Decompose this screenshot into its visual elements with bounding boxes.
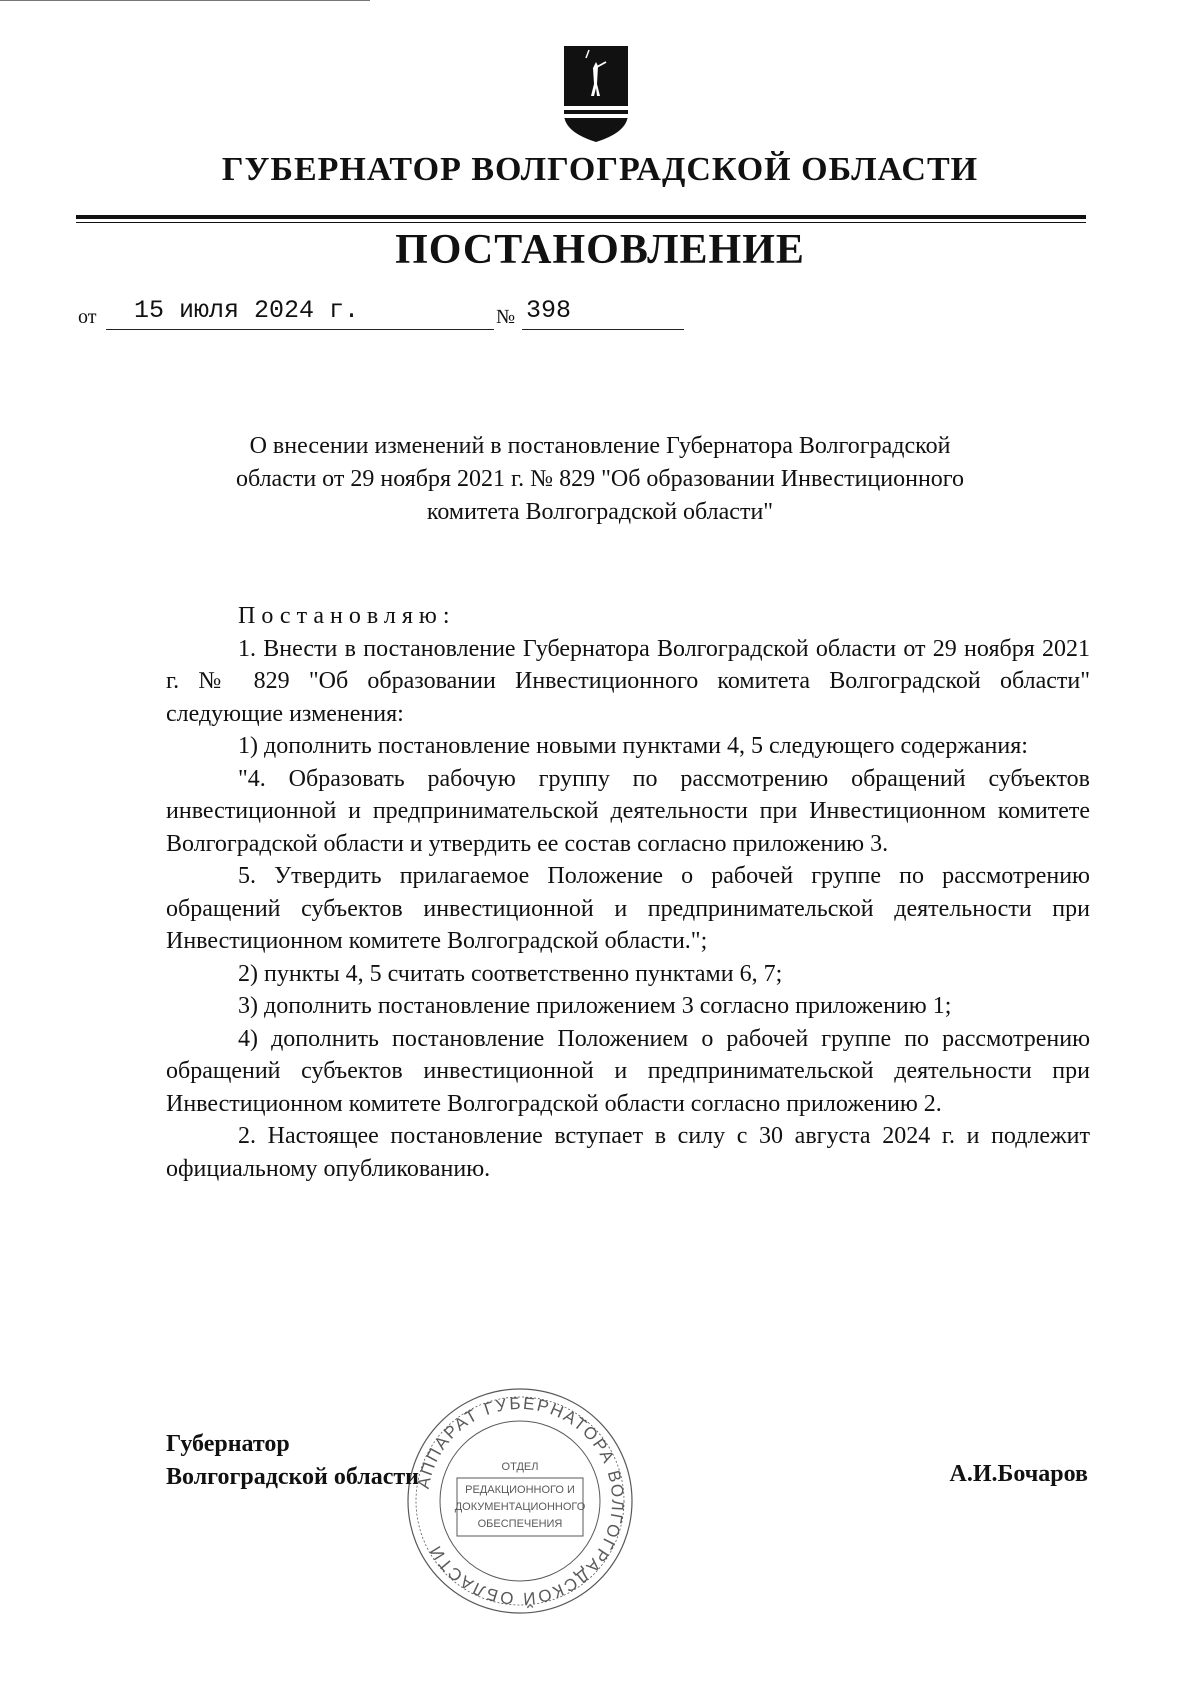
paragraph: 1. Внести в постановление Губернатора Волгоградской области от 29 ноября 2021 г. № 829 "Об образовании Инвестиционного комитета Волгоградской области" следующие изменения: [166, 635, 1090, 727]
number-underline [522, 329, 684, 330]
paragraph: "4. Образовать рабочую группу по рассмотрению обращений субъектов инвестиционной и предпринимательской деятельности при Инвестиционном комитете Волгоградской области и утвердить ее состав согласно приложению 3. [166, 765, 1090, 857]
paragraph: 5. Утвердить прилагаемое Положение о рабочей группе по рассмотрению обращений субъектов инвестиционной и предпринимательской деятельности при Инвестиционном комитете Волгоградской области."; [166, 863, 1090, 954]
official-seal-stamp [405, 1386, 635, 1616]
seal-inner-line: ОТДЕЛ [501, 1461, 539, 1473]
issuer-title: ГУБЕРНАТОР ВОЛГОГРАДСКОЙ ОБЛАСТИ [221, 151, 979, 188]
number-label: № [496, 306, 516, 328]
seal-outer-text: АППАРАТ ГУБЕРНАТОРА ВОЛГОГРАДСКОЙ ОБЛАСТИ [413, 1393, 628, 1609]
volgograd-coat-of-arms-icon [562, 44, 630, 144]
paragraph: 1) дополнить постановление новыми пунктами 4, 5 следующего содержания: [238, 733, 1028, 759]
header-rule-thick [76, 215, 1086, 219]
document-type-title: ПОСТАНОВЛЕНИЕ [395, 227, 805, 273]
signatory-title [166, 1428, 419, 1494]
paragraph: 2) пункты 4, 5 считать соответственно пунктами 6, 7; [238, 960, 783, 987]
paragraph: 3) дополнить постановление приложением 3 согласно приложению 1; [238, 993, 952, 1019]
signatory-title-line: Волгоградской области [166, 1464, 419, 1490]
header-rule-thin [76, 222, 1086, 223]
paragraph: 4) дополнить постановление Положением о рабочей группе по рассмотрению обращений субъектов инвестиционной и предпринимательской деятельности при Инвестиционном комитете Волгоградской области согласно приложению 2. [166, 1025, 1090, 1117]
seal-inner-line: РЕДАКЦИОННОГО И [465, 1484, 575, 1496]
document-body [166, 600, 1090, 1185]
decree-word: Постановляю: [238, 603, 456, 629]
subject-line: О внесении изменений в постановление Губернатора Волгоградской [249, 433, 951, 459]
document-meta [78, 296, 698, 332]
signatory-title-line: Губернатор [166, 1431, 290, 1457]
date-underline [106, 329, 494, 330]
signatory-name: А.И.Бочаров [949, 1461, 1088, 1487]
date-label: от [78, 306, 97, 328]
scan-top-edge-line [0, 0, 370, 1]
seal-inner-line: ДОКУМЕНТАЦИОННОГО [454, 1501, 586, 1513]
subject-line: комитета Волгоградской области" [426, 499, 774, 525]
document-date: 15 июля 2024 г. [134, 296, 360, 325]
document-subject [150, 430, 1050, 529]
document-number: 398 [526, 296, 572, 325]
paragraph: 2. Настоящее постановление вступает в силу с 30 августа 2024 г. и подлежит официальному опубликованию. [166, 1123, 1090, 1182]
seal-inner-line: ОБЕСПЕЧЕНИЯ [477, 1518, 563, 1530]
subject-line: области от 29 ноября 2021 г. № 829 "Об образовании Инвестиционного [235, 466, 965, 492]
